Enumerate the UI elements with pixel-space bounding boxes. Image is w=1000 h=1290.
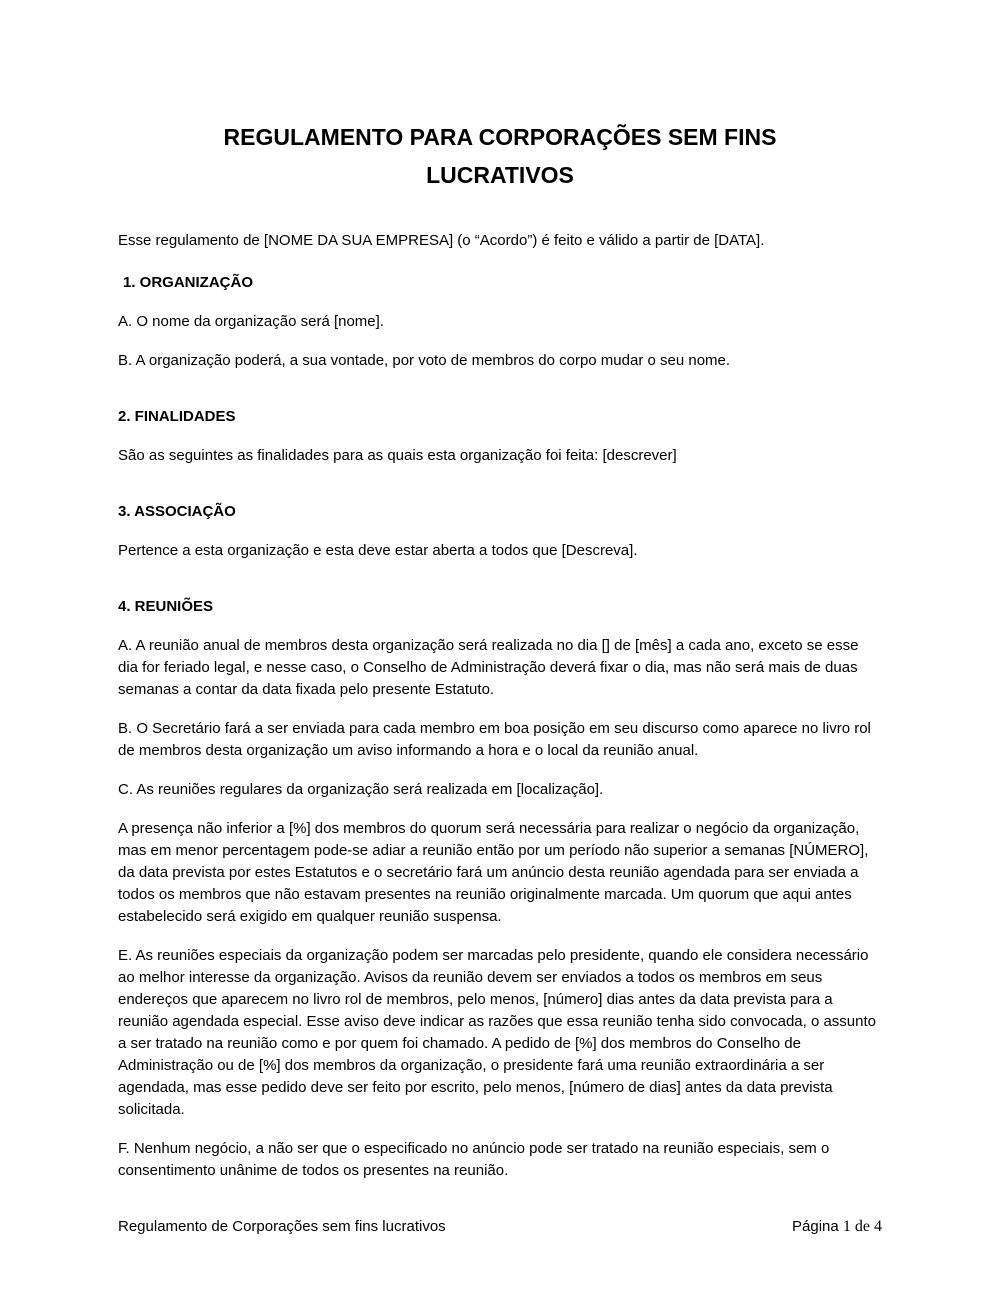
footer-page-info: 1 de 4 (842, 1218, 882, 1235)
section-4-paragraph-c: C. As reuniões regulares da organização será realizada em [localização]. (118, 781, 604, 798)
footer-document-name: Regulamento de Corporações sem fins lucrativos (118, 1218, 446, 1235)
title-line-2: LUCRATIVOS (426, 162, 574, 188)
section-1-paragraph-a: A. O nome da organização será [nome]. (118, 313, 384, 330)
section-4-paragraph-f: F. Nenhum negócio, a não ser que o especificado no anúncio pode ser tratado na reunião especiais, sem o consentimento unânime de todos os presentes na reunião. (118, 1140, 830, 1179)
section-1-paragraph-b: B. A organização poderá, a sua vontade, por voto de membros do corpo mudar o seu nome. (118, 352, 731, 369)
section-4-paragraph-d: A presença não inferior a [%] dos membros do quorum será necessária para realizar o negócio da organização, mas em menor percentagem pode-se adiar a reunião então por um período não superior a semanas [NÚMERO], da data prevista por estes Estatutos e o secretário fará um anúncio desta reunião agendada para ser enviada a todos os membros que não estavam presentes na reunião originalmente marcada. Um quorum que aqui antes estabelecido será exigido em qualquer reunião suspensa. (118, 820, 869, 925)
section-4-paragraph-a: A. A reunião anual de membros desta organização será realizada no dia [] de [mês] a cada ano, exceto se esse dia for feriado legal, e nesse caso, o Conselho de Administração deverá fixar o dia, mas não será mais de duas semanas a contar da data fixada pelo presente Estatuto. (118, 637, 859, 698)
intro-paragraph: Esse regulamento de [NOME DA SUA EMPRESA] (o “Acordo”) é feito e válido a partir de [DATA]. (118, 232, 765, 249)
section-3-paragraph: Pertence a esta organização e esta deve estar aberta a todos que [Descreva]. (118, 542, 638, 559)
footer-page-label: Página (792, 1218, 839, 1235)
footer-page-number (792, 1216, 882, 1238)
section-4-heading: 4. REUNIÕES (118, 598, 214, 615)
page-footer (118, 1216, 882, 1238)
section-2-paragraph: São as seguintes as finalidades para as quais esta organização foi feita: [descrever] (118, 447, 677, 464)
section-4-paragraph-b: B. O Secretário fará a ser enviada para cada membro em boa posição em seu discurso como aparece no livro rol de membros desta organização um aviso informando a hora e o local da reunião anual. (118, 720, 871, 759)
section-1-heading: 1. ORGANIZAÇÃO (123, 274, 254, 291)
section-2-heading: 2. FINALIDADES (118, 408, 236, 425)
title-line-1: REGULAMENTO PARA CORPORAÇÕES SEM FINS (223, 124, 777, 150)
section-3-heading: 3. ASSOCIAÇÃO (118, 503, 236, 520)
document-title (118, 118, 882, 194)
section-4-paragraph-e: E. As reuniões especiais da organização podem ser marcadas pelo presidente, quando ele considera necessário ao melhor interesse da organização. Avisos da reunião devem ser enviados a todos os membros em seus endereços que aparecem no livro rol de membros, pelo menos, [número] dias antes da data prevista para a reunião agendada especial. Esse aviso deve indicar as razões que essa reunião tenha sido convocada, o assunto a ser tratado na reunião como e por quem foi chamado. A pedido de [%] dos membros do Conselho de Administração ou de [%] dos membros da organização, o presidente fará uma reunião extraordinária a ser agendada, mas esse pedido deve ser feito por escrito, pelo menos, [número de dias] antes da data prevista solicitada. (118, 947, 877, 1118)
